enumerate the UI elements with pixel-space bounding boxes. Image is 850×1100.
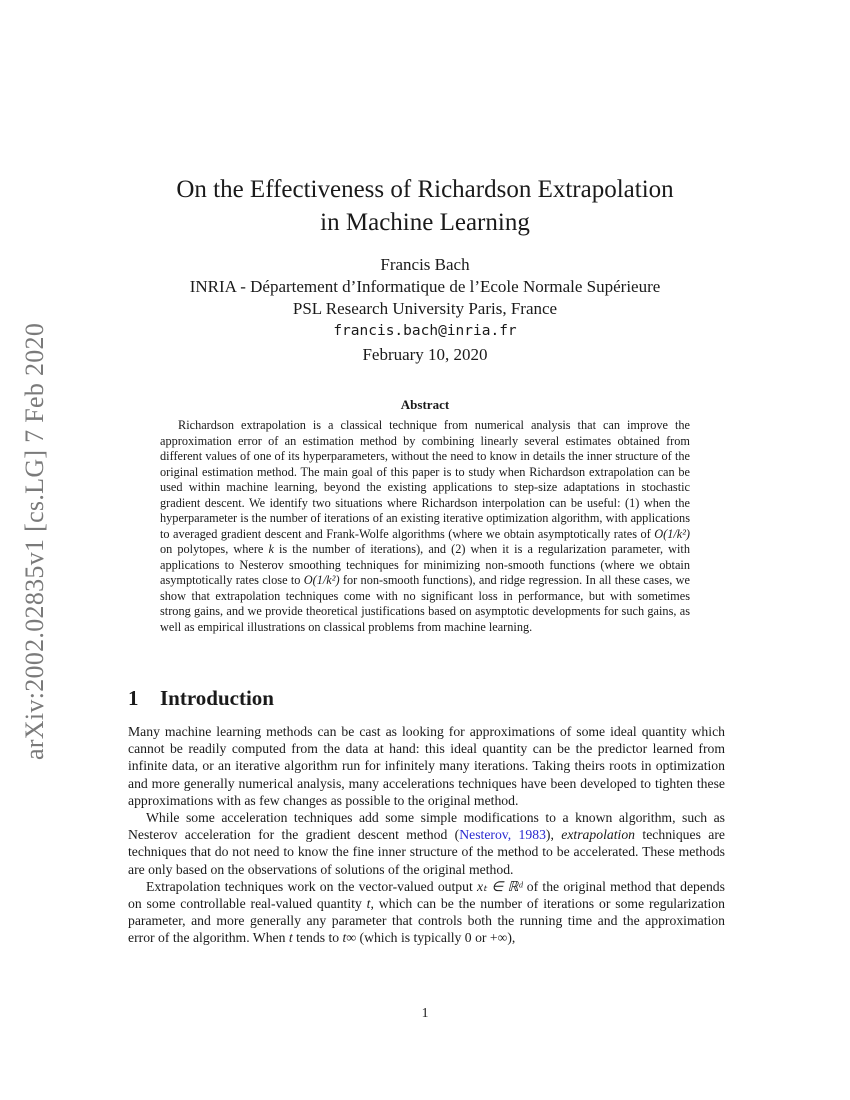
intro-p3-part-d: tends to [292,930,343,946]
abstract-text [160,418,690,635]
intro-p2-part-c: techniques are techniques that do not need to know the fine inner structure of the method to be accelerated. These methods are only based on the observations of solutions of the original method. [128,827,725,877]
section-title: Introduction [160,686,274,710]
author-email: francis.bach@inria.fr [333,323,517,339]
intro-p3-xt: xₜ ∈ ℝᵈ [477,878,523,894]
intro-p3-t-1: t [366,896,371,912]
intro-p3-t-inf: t∞ [342,930,357,946]
author-name: Francis Bach [380,255,470,274]
intro-p2-emphasis: extrapolation [561,827,636,843]
intro-paragraph-3 [128,878,725,947]
abstract-part-1: Richardson extrapolation is a classical technique from numerical analysis that can improve the approximation error of an estimation method by combining linearly several estimates obtained from different values of one of its hyperparameters, without the need to know in details the inner structure of the original estimation method. The main goal of this paper is to study when Richardson extrapolation can be used within machine learning, beyond the existing applications to step-size adaptations in stochastic gradient descent. We identify two situations where Richardson interpolation can be useful: (1) when the hyperparameter is the number of iterations of an existing iterative optimization algorithm, with applications to averaged gradient descent and Frank-Wolfe algorithms (where we obtain asymptotically rates of [160,418,690,541]
section-number: 1 [128,686,139,710]
paper-date: February 10, 2020 [362,345,488,364]
page-number: 1 [421,1005,429,1020]
intro-p2-part-a: While some acceleration techniques add some simple modifications to a known algorithm, such as Nesterov acceleration for the gradient descent method ( [128,810,725,843]
paper-title-line-2: in Machine Learning [320,209,530,236]
arxiv-identifier-stamp: arXiv:2002.02835v1 [cs.LG] 7 Feb 2020 [20,322,49,760]
intro-p2-part-b: ), [545,827,562,843]
intro-paragraph-1: Many machine learning methods can be cast as looking for approximations of some ideal quantity which cannot be readily computed from the data at hand: this ideal quantity can be the predictor learned from infinite data, or an iterative algorithm run for infinitely many iterations. Taking theirs roots in optimization and more generally numerical analysis, many accelerations techniques have been developed to tighten these approximations with as few changes as possible to the original method. [128,724,725,808]
abstract-rate-2: O(1/k²) [303,573,340,587]
abstract-k: k [268,542,274,556]
abstract-part-3: is the number of iterations), and (2) when it is a regularization parameter, with applications to Nesterov smoothing techniques for minimizing non-smooth functions (where we obtain asymptotically rates close to [160,542,690,587]
author-affiliation: INRIA - Département d’Informatique de l’Ecole Normale Supérieure [189,277,661,296]
abstract-part-4: for non-smooth functions), and ridge regression. In all these cases, we show that extrapolation techniques come with no significant loss in performance, but with sometimes strong gains, and we provide theoretical justifications based on asymptotic developments for such gains, as well as empirical illustrations on classical problems from machine learning. [160,573,690,634]
intro-p3-part-e: (which is typically 0 or +∞), [356,930,516,946]
author-institution: PSL Research University Paris, France [292,299,558,318]
introduction-body [128,723,725,947]
paper-title-line-1: On the Effectiveness of Richardson Extrapolation [176,176,674,203]
author-block [125,254,725,342]
paper-title [125,173,725,239]
intro-p3-t-2: t [288,930,293,946]
abstract-heading: Abstract [400,397,450,412]
intro-p3-part-b: of the original method that depends on some controllable real-valued quantity [128,878,725,912]
abstract-part-2: on polytopes, where [160,542,269,556]
abstract-rate-1: O(1/k²) [654,526,690,541]
intro-paragraph-2 [128,809,725,878]
intro-p3-part-c: , which can be the number of iterations or some regularization parameter, and more generally any parameter that controls both the running time and the approximation error of the algorithm. When [128,896,725,946]
citation-link-nesterov-1983[interactable]: Nesterov, 1983 [459,827,546,843]
intro-p3-part-a: Extrapolation techniques work on the vector-valued output [146,878,478,894]
section-heading-introduction [128,686,274,711]
